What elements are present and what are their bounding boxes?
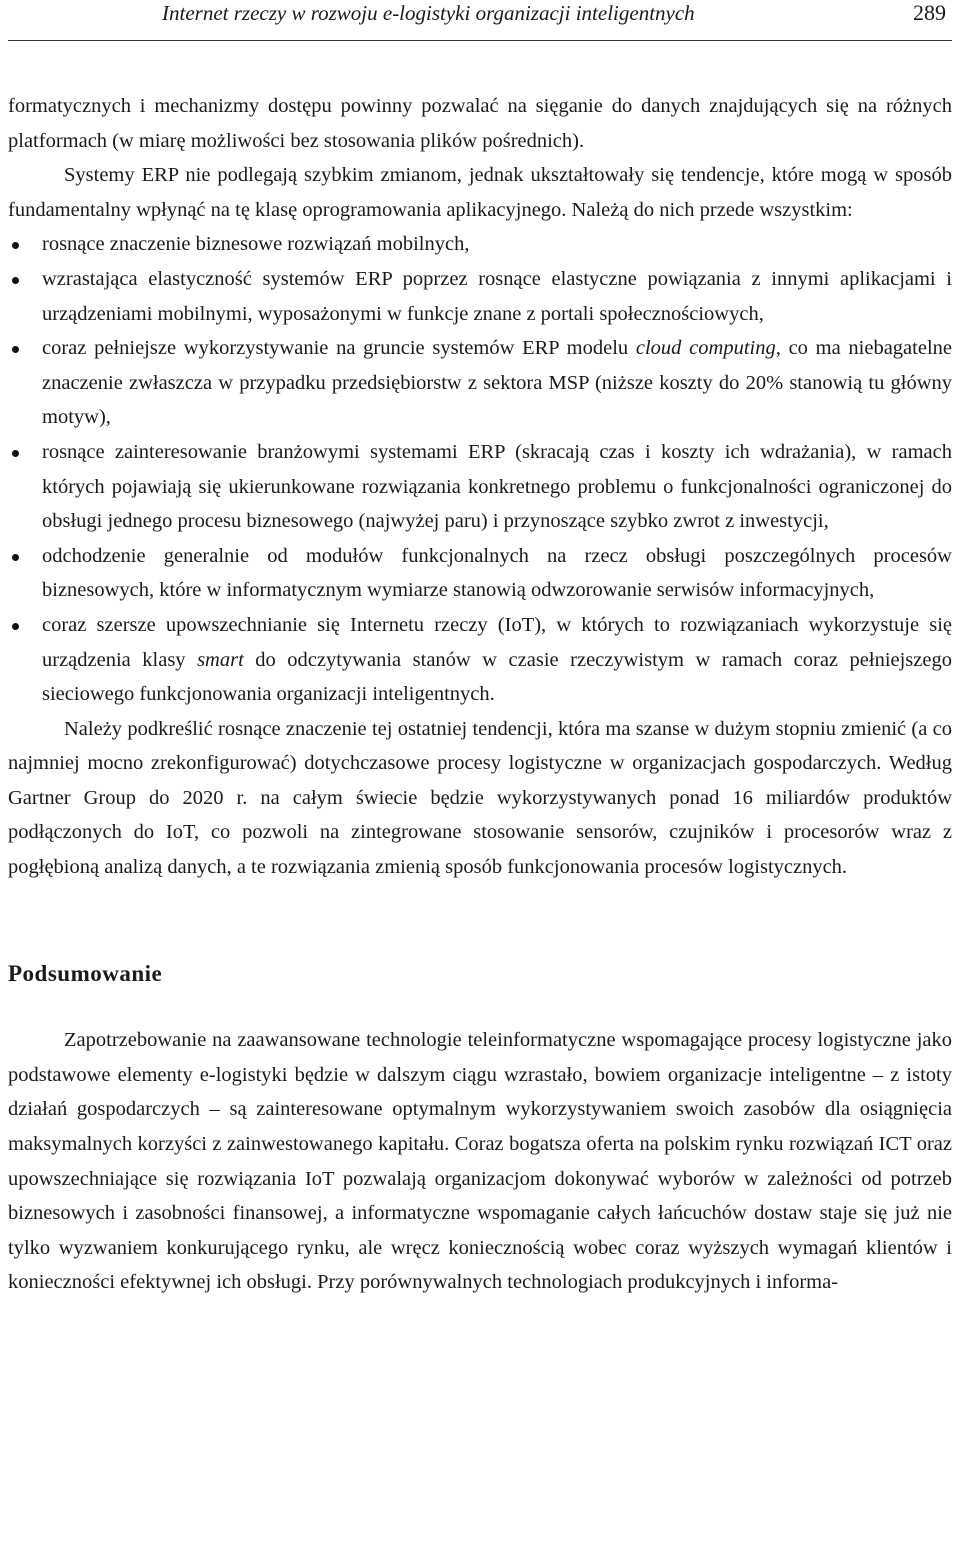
paragraph-summary: Zapotrzebowanie na zaawansowane technologie teleinformatyczne wspomagające procesy logistyczne jako podstawowe elementy e-logistyki będzie w dalszym ciągu wzrastało, bowiem organizacje inteligentne – z istoty działań gospodarczych – są zainteresowane optymalnym wykorzystywaniem swoich zasobów dla osiągnięcia maksymalnych korzyści z zainwestowanego kapitału. Coraz bogatsza oferta na polskim rynku rozwiązań ICT oraz upowszechniające się rozwiązania IoT pozwalają organizacjom dokonywać wyborów w zależności od potrzeb biznesowych i zasobności finansowej, a informatyczne wspomaganie całych łańcuchów dostaw staje się już nie tylko wyzwaniem konkurującego rynku, ale wręcz koniecznością wobec coraz wyższych wymagań klientów i konieczności efektywnej ich obsługi. Przy porównywalnych technologiach produkcyjnych i informa- bbox=[8, 1029, 952, 1294]
italic-term: smart bbox=[197, 648, 244, 671]
page-number: 289 bbox=[913, 0, 946, 25]
italic-term: cloud computing bbox=[635, 337, 776, 360]
list-item: wzrastająca elastyczność systemów ERP poprzez rosnące elastyczne powiązania z innymi aplikacjami i urządzeniami mobilnymi, wyposażonymi w funkcje znane z portali społecznościowych, bbox=[8, 262, 952, 331]
paragraph-continuation: formatycznych i mechanizmy dostępu powinny pozwalać na sięganie do danych znajdujących się na różnych platformach (w miarę możliwości bez stosowania plików pośrednich). bbox=[8, 95, 952, 152]
paragraph-erp-trends: Systemy ERP nie podlegają szybkim zmianom, jednak ukształtowały się tendencje, które mogą w sposób fundamentalny wpłynąć na tę klasę oprogramowania aplikacyjnego. Należą do nich przede wszystkim: bbox=[8, 164, 952, 221]
running-header bbox=[8, 0, 952, 41]
section-heading: Podsumowanie bbox=[8, 960, 163, 986]
main-text bbox=[8, 89, 952, 1300]
trend-list bbox=[8, 227, 952, 711]
running-title: Internet rzeczy w rozwoju e-logistyki organizacji inteligentnych bbox=[162, 1, 695, 25]
list-item: coraz pełniejsze wykorzystywanie na gruncie systemów ERP modelu cloud computing, co ma niebagatelne znaczenie zwłaszcza w przypadku przedsiębiorstw z sektora MSP (niższe koszty do 20% stanowią tu główny motyw), bbox=[8, 331, 952, 435]
list-item: odchodzenie generalnie od modułów funkcjonalnych na rzecz obsługi poszczególnych procesów biznesowych, które w informatycznym wymiarze stanowią odwzorowanie serwisów informacyjnych, bbox=[8, 539, 952, 608]
list-item: rosnące zainteresowanie branżowymi systemami ERP (skracają czas i koszty ich wdrażania), w ramach których pojawiają się ukierunkowane rozwiązania konkretnego problemu o funkcjonalności ograniczonej do obsługi jednego procesu biznesowego (najwyżej paru) i przynoszące szybko zwrot z inwestycji, bbox=[8, 435, 952, 539]
list-item: rosnące znaczenie biznesowe rozwiązań mobilnych, bbox=[8, 227, 952, 262]
paragraph-iot-tendency: Należy podkreślić rosnące znaczenie tej ostatniej tendencji, która ma szanse w dużym stopniu zmienić (a co najmniej mocno zrekonfigurować) dotychczasowe procesy logistyczne w organizacjach gospodarczych. Według Gartner Group do 2020 r. na całym świecie będzie wykorzystywanych ponad 16 miliardów produktów podłączonych do IoT, co pozwoli na zintegrowane stosowanie sensorów, czujników i procesorów wraz z pogłębioną analizą danych, a te rozwiązania zmienią sposób funkcjonowania procesów logistycznych. bbox=[8, 717, 952, 879]
list-item: coraz szersze upowszechnianie się Internetu rzeczy (IoT), w których to rozwiązaniach wykorzystuje się urządzenia klasy smart do odczytywania stanów w czasie rzeczywistym w ramach coraz pełniejszego sieciowego funkcjonowania organizacji inteligentnych. bbox=[8, 608, 952, 712]
